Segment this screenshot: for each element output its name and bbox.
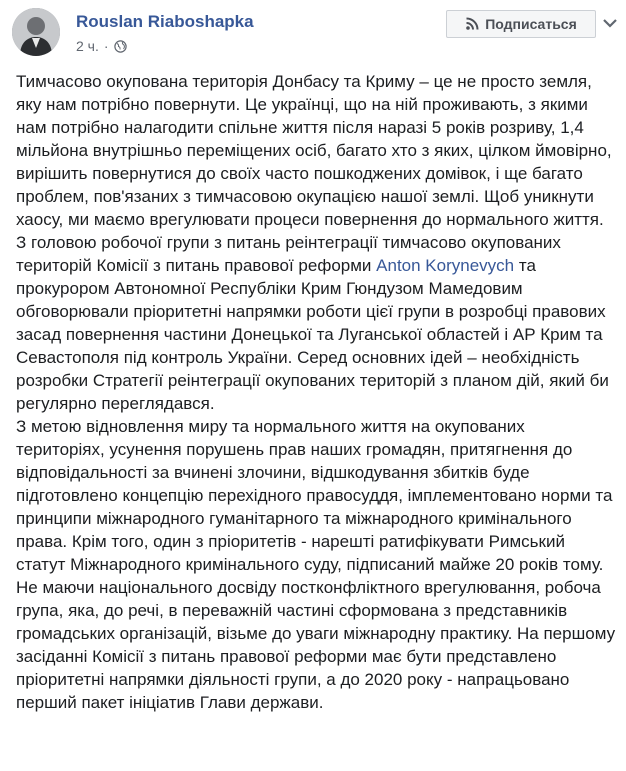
post-header [12,8,614,58]
avatar-photo [12,8,60,56]
paragraph-1-text-start: Тимчасово окупована територія Донбасу та Криму – це не просто земля, яку нам потрібно повернути. Це українці, що на ній проживають, з якими нам потрібно налагодити спільне життя після наразі 5 років розриву, 1,4 мільйона внутрішньо переміщених осіб, багато хто з яких, цілком ймовірно, вирішить повернутися до своїх часто пошкоджених домівок, і ще багато проблем, пов'язаних з тимчасовою окупацією нашої землі. Щоб уникнути хаосу, ми маємо врегулювати процеси повернення до нормального життя. З головою робочої групи з питань реінтеграції тимчасово окупованих територій Комісії з питань правової реформи [16,72,612,275]
rss-icon [465,17,479,31]
subscribe-label: Подписаться [485,16,577,32]
subscribe-button[interactable] [446,10,596,38]
chevron-down-icon[interactable] [600,14,620,32]
post-paragraph-1 [16,70,616,415]
meta-separator: · [103,38,109,54]
globe-icon[interactable] [114,40,127,53]
post-body [16,70,616,714]
post-paragraph-2: З метою відновлення миру та нормального життя на окупованих територіях, усунення порушень прав наших громадян, притягнення до відповідальності за вчинені злочини, відшкодування збитків буде підготовлено концепцію перехідного правосуддя, імплементовано норми та принципи міжнародного гуманітарного та міжнародного кримінального права. Крім того, один з пріоритетів - нарешті ратифікувати Римський статут Міжнародного кримінального суду, підписаний майже 20 років тому. [16,417,613,574]
author-avatar[interactable] [12,8,60,56]
post-paragraph-3: Не маючи національного досвіду постконфліктного врегулювання, робоча група, яка, до речі, в переважній частині сформована з представників громадських організацій, візьме до уваги міжнародну практику. На першому засіданні Комісії з питань правової реформи має бути представлено пріоритетні напрямки діяльності групи, а до 2020 року - напрацьовано перший пакет ініціатив Глави держави. [16,578,616,712]
post-meta [76,38,127,54]
author-name[interactable]: Rouslan Riaboshapka [76,12,254,31]
mention-link[interactable]: Anton Korynevych [376,256,515,275]
paragraph-1-text-end: та прокурором Автономної Республіки Крим Гюндузом Мамедовим обговорювали пріоритетні напрямки роботи цієї групи в розробці правових засад повернення частини Донецької та Луганської областей і АР Крим та Севастополя під контроль України. Серед основних ідей – необхідність розробки Стратегії реінтеграції окупованих територій з планом дій, який би регулярно переглядався. [16,256,609,413]
post-time[interactable]: 2 ч. [76,38,99,54]
